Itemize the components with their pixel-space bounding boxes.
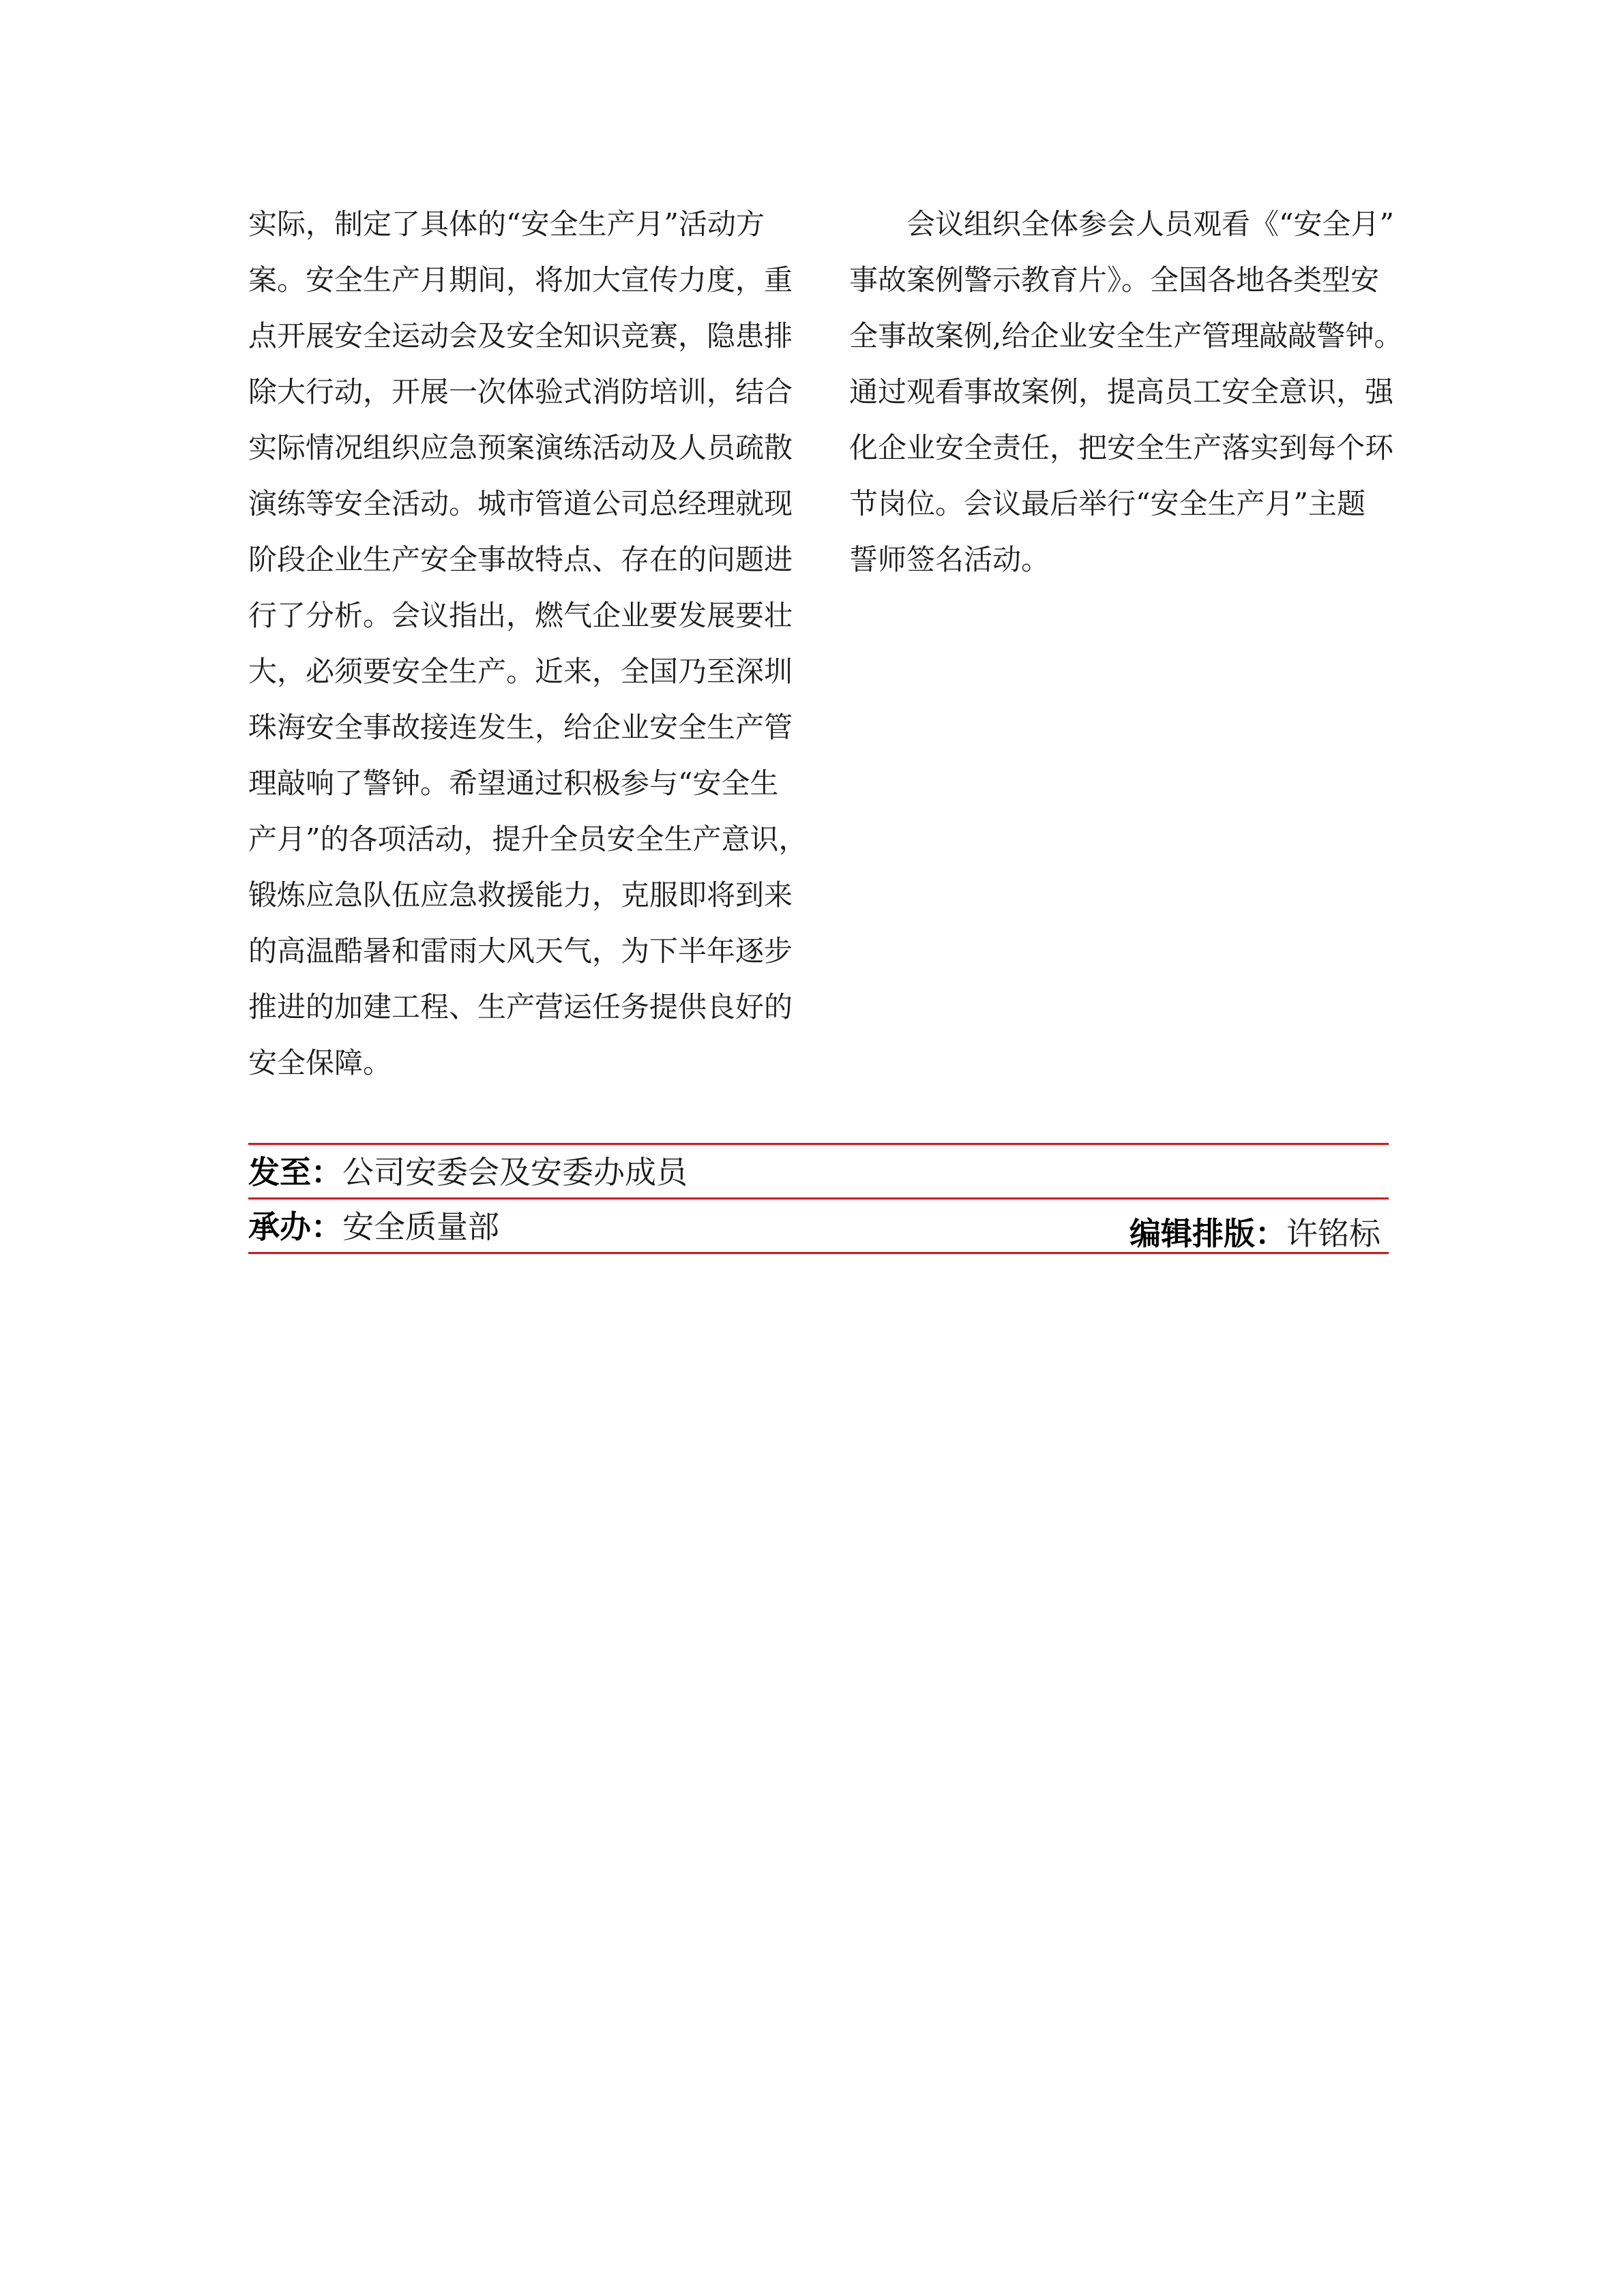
left-text-column (248, 196, 808, 1091)
left-paragraph-line: 理敲响了警钟。希望通过积极参与“安全生 (248, 766, 779, 800)
right-text-column (849, 196, 1403, 588)
footer-top-rule (248, 1143, 1389, 1145)
left-paragraph-line: 锻炼应急队伍应急救援能力，克服即将到来 (248, 878, 793, 912)
right-paragraph-line: 化企业安全责任，把安全生产落实到每个环 (849, 431, 1394, 464)
right-paragraph-line: 事故案例警示教育片》。全国各地各类型安 (849, 263, 1380, 297)
left-paragraph-line: 大，必须要安全生产。近来，全国乃至深圳 (248, 655, 793, 688)
left-paragraph-line: 实际情况组织应急预案演练活动及人员疏散 (248, 431, 793, 464)
left-paragraph-line: 产月”的各项活动，提升全员安全生产意识， (248, 822, 808, 856)
left-paragraph-line: 除大行动，开展一次体验式消防培训，结合 (248, 375, 793, 408)
left-paragraph-line: 安全保障。 (248, 1046, 392, 1079)
left-paragraph-line: 点开展安全运动会及安全知识竞赛，隐患排 (248, 319, 793, 353)
right-paragraph-line: 节岗位。会议最后举行“安全生产月”主题 (849, 487, 1365, 520)
sent-to-label: 发至： (248, 1154, 342, 1191)
right-paragraph-line: 全事故案例,给企业安全生产管理敲敲警钟。 (849, 319, 1403, 353)
footer-middle-rule (248, 1197, 1389, 1199)
left-paragraph-line: 的高温酷暑和雷雨大风天气，为下半年逐步 (248, 934, 793, 968)
left-paragraph-line: 演练等安全活动。城市管道公司总经理就现 (248, 487, 793, 520)
left-paragraph-line: 珠海安全事故接连发生，给企业安全生产管 (248, 711, 793, 744)
sent-to-value: 公司安委会及安委办成员 (342, 1154, 688, 1191)
right-paragraph-line: 会议组织全体参会人员观看《“安全月” (849, 207, 1394, 241)
left-paragraph-line: 行了分析。会议指出，燃气企业要发展要壮 (248, 599, 793, 632)
left-paragraph-line: 推进的加建工程、生产营运任务提供良好的 (248, 990, 793, 1024)
handled-by-value: 安全质量部 (342, 1208, 499, 1245)
handled-by-label: 承办： (248, 1208, 342, 1245)
left-paragraph-line: 实际，制定了具体的“安全生产月”活动方 (248, 207, 765, 241)
footer-bottom-rule (248, 1252, 1389, 1254)
editor-value: 许铭标 (1286, 1215, 1381, 1252)
left-paragraph-line: 案。安全生产月期间，将加大宣传力度，重 (248, 263, 793, 297)
right-paragraph-line: 通过观看事故案例，提高员工安全意识，强 (849, 375, 1394, 408)
editor-label: 编辑排版： (1130, 1215, 1286, 1252)
handled-by-row (248, 1203, 1389, 1251)
right-paragraph-line: 誓师签名活动。 (849, 543, 1050, 576)
editor-credit (1130, 1210, 1381, 1257)
left-paragraph-line: 阶段企业生产安全事故特点、存在的问题进 (248, 543, 793, 576)
sent-to-row (248, 1148, 1389, 1196)
